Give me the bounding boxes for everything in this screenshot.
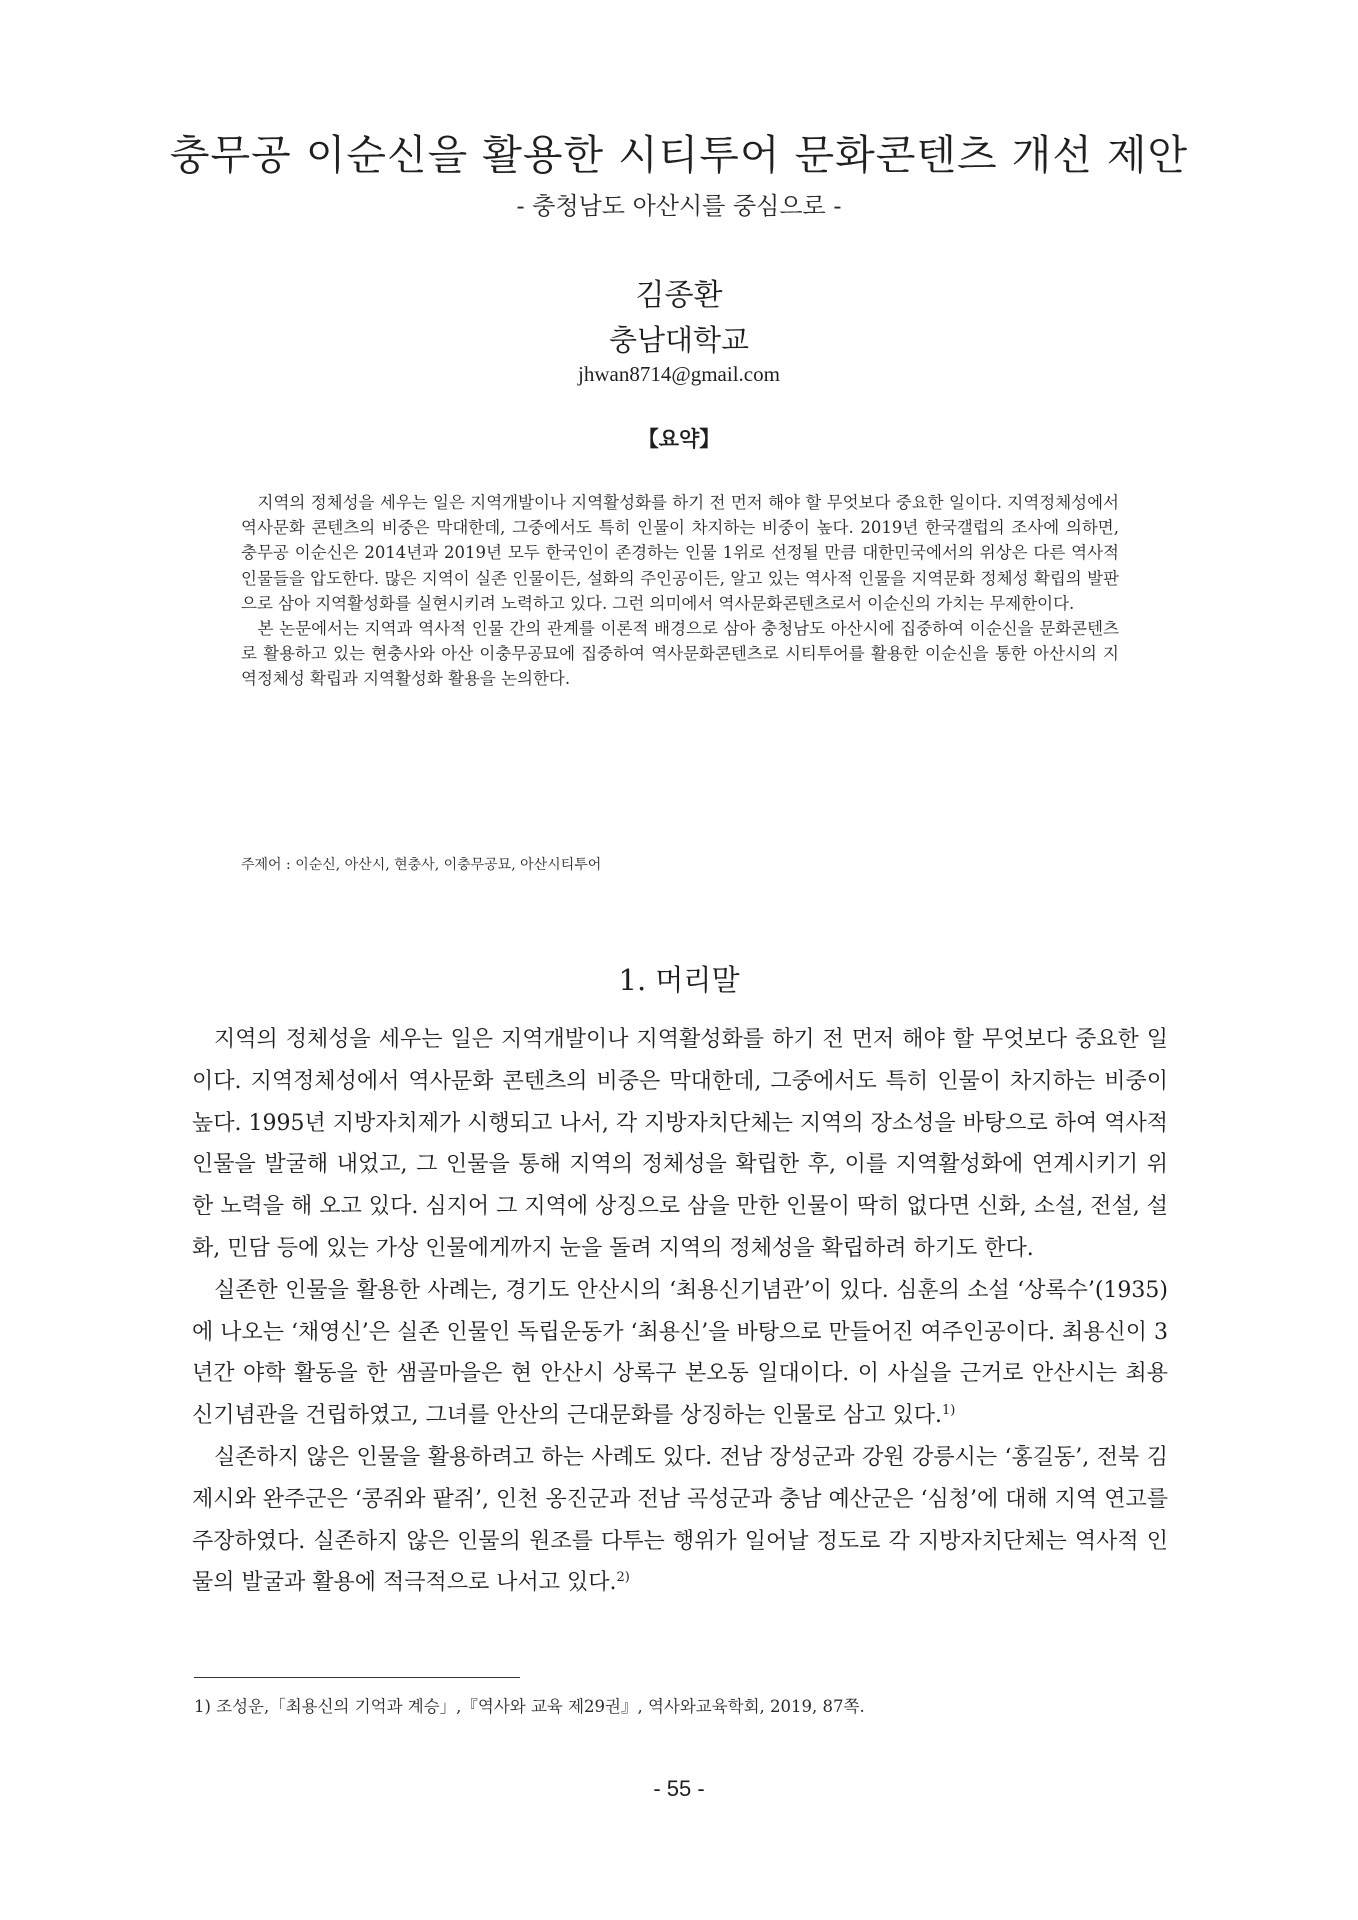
body-paragraph-text: 실존한 인물을 활용한 사례는, 경기도 안산시의 ‘최용신기념관’이 있다. 심훈의 소설 ‘상록수’(1935)에 나오는 ‘채영신’은 실존 인물인 독립운동가 ‘최용신’을 바탕으로 만들어진 여주인공이다. 최용신이 3년간 야학 활동을 한 샘골마을은 현 안산시 상록구 본오동 일대이다. 이 사실을 근거로 안산시는 최용신기념관을 건립하였고, 그녀를 안산의 근대문화를 상징하는 인물로 삼고 있다. (192, 1277, 1168, 1429)
body-paragraph (192, 1437, 1168, 1604)
page-number: - 55 - (653, 1776, 705, 1801)
body-paragraph-text: 실존하지 않은 인물을 활용하려고 하는 사례도 있다. 전남 장성군과 강원 강릉시는 ‘홍길동’, 전북 김제시와 완주군은 ‘콩쥐와 팥쥐’, 인천 옹진군과 전남 곡성군과 충남 예산군은 ‘심청’에 대해 지역 연고를 주장하였다. 실존하지 않은 인물의 원조를 다투는 행위가 일어날 정도로 각 지방자치단체는 역사적 인물의 발굴과 활용에 적극적으로 나서고 있다. (192, 1444, 1168, 1596)
body-paragraph (192, 1270, 1168, 1437)
footnote: 1) 조성운,「최용신의 기억과 계승」,『역사와 교육 제29권』, 역사와교육학회, 2019, 87쪽. (194, 1697, 865, 1716)
abstract-paragraph: 본 논문에서는 지역과 역사적 인물 간의 관계를 이론적 배경으로 삼아 충청남도 아산시에 집중하여 이순신을 문화콘텐츠로 활용하고 있는 현충사와 아산 이충무공묘에 집중하여 역사문화콘텐츠로 시티투어를 활용한 이순신을 통한 아산시의 지역정체성 확립과 지역활성화 활용을 논의한다. (241, 619, 1119, 689)
section-heading: 1. 머리말 (618, 963, 740, 997)
body-paragraph-text: 지역의 정체성을 세우는 일은 지역개발이나 지역활성화를 하기 전 먼저 해야 할 무엇보다 중요한 일이다. 지역정체성에서 역사문화 콘텐츠의 비중은 막대한데, 그중에서도 특히 인물이 차지하는 비중이 높다. 1995년 지방자치제가 시행되고 나서, 각 지방자치단체는 지역의 장소성을 바탕으로 하여 역사적 인물을 발굴해 내었고, 그 인물을 통해 지역의 정체성을 확립한 후, 이를 지역활성화에 연계시키기 위한 노력을 해 오고 있다. 심지어 그 지역에 상징으로 삼을 만한 인물이 딱히 없다면 신화, 소설, 전설, 설화, 민담 등에 있는 가상 인물에게까지 눈을 돌려 지역의 정체성을 확립하려 하기도 한다. (192, 1027, 1168, 1261)
footnote-marker: 1) (942, 1403, 956, 1419)
author-email: jhwan8714@gmail.com (578, 362, 780, 386)
section-body (192, 1019, 1168, 1604)
paper-subtitle: - 충청남도 아산시를 중심으로 - (516, 192, 842, 220)
abstract (241, 490, 1119, 692)
footnote-divider (194, 1677, 520, 1678)
abstract-heading: 【요약】 (637, 427, 721, 451)
keywords: 주제어 : 이순신, 아산시, 현충사, 이충무공묘, 아산시티투어 (241, 857, 602, 873)
footnote-marker: 2) (616, 1570, 630, 1586)
body-paragraph (192, 1019, 1168, 1270)
abstract-paragraph: 지역의 정체성을 세우는 일은 지역개발이나 지역활성화를 하기 전 먼저 해야 할 무엇보다 중요한 일이다. 지역정체성에서 역사문화 콘텐츠의 비중은 막대한데, 그중에서도 특히 인물이 차지하는 비중이 높다. 2019년 한국갤럽의 조사에 의하면, 충무공 이순신은 2014년과 2019년 모두 한국인이 존경하는 인물 1위로 선정될 만큼 대한민국에서의 위상은 다른 역사적 인물들을 압도한다. 많은 지역이 실존 인물이든, 설화의 주인공이든, 알고 있는 역사적 인물을 지역문화 정체성 확립의 발판으로 삼아 지역활성화를 실현시키려 노력하고 있다. 그런 의미에서 역사문화콘텐츠로서 이순신의 가치는 무제한이다. (241, 493, 1119, 613)
author-name: 김종환 (635, 278, 723, 313)
paper-title: 충무공 이순신을 활용한 시티투어 문화콘텐츠 개선 제안 (169, 131, 1189, 179)
author-affiliation: 충남대학교 (608, 323, 750, 357)
